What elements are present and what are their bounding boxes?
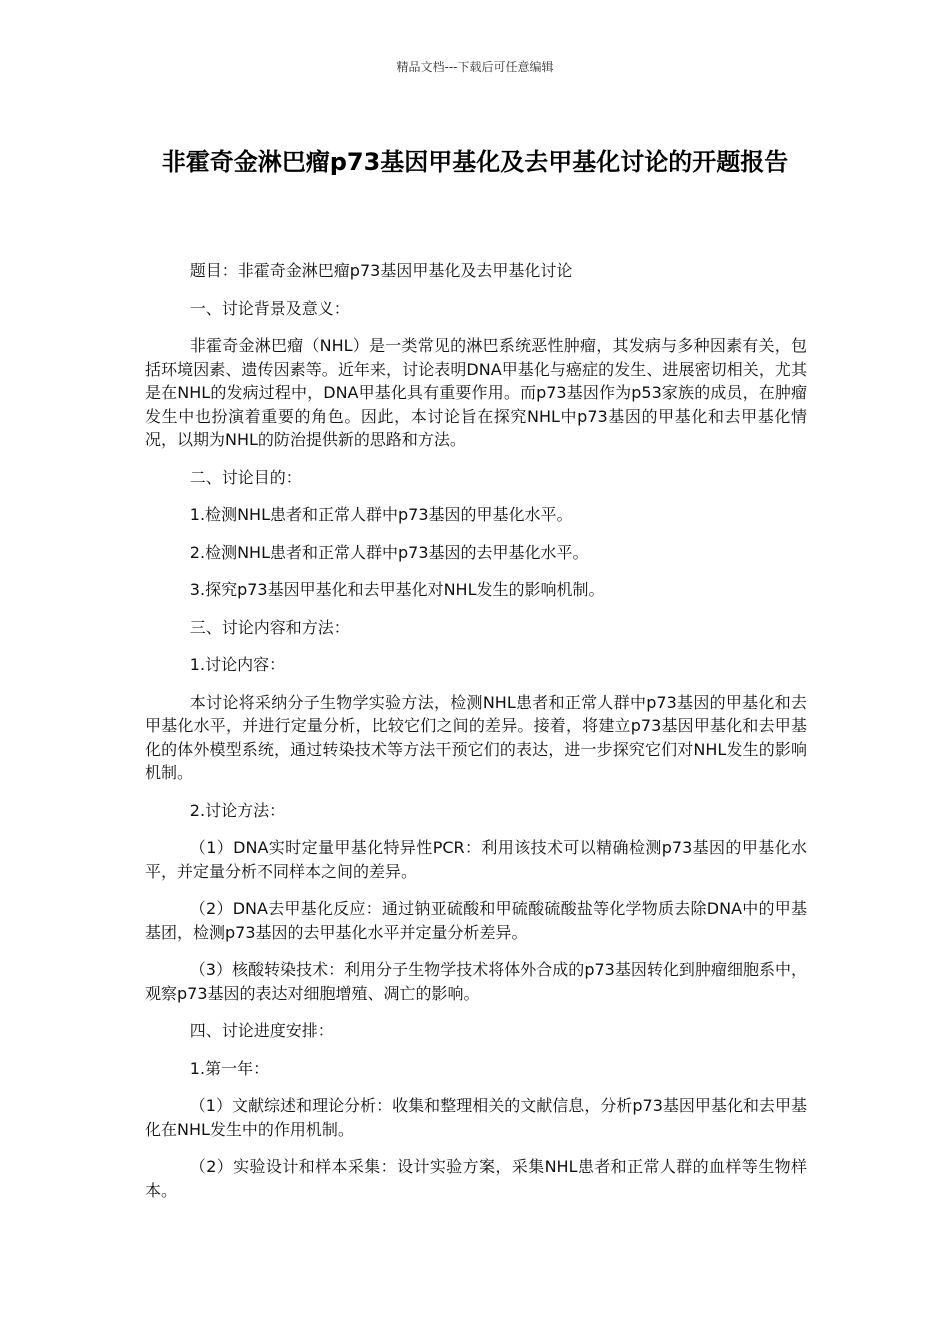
schedule-item-1: （1）文献综述和理论分析：收集和整理相关的文献信息，分析p73基因甲基化和去甲基化在NHL发生中的作用机制。 [145, 1096, 807, 1139]
paragraph-background: 非霍奇金淋巴瘤（NHL）是一类常见的淋巴系统恶性肿瘤，其发病与多种因素有关，包括环境因素、遗传因素等。近年来，讨论表明DNA甲基化与癌症的发生、进展密切相关，尤其是在NHL的发病过程中，DNA甲基化具有重要作用。而p73基因作为p53家族的成员，在肿瘤发生中也扮演着重要的角色。因此，本讨论旨在探究NHL中p73基因的甲基化和去甲基化情况，以期为NHL的防治提供新的思路和方法。 [145, 336, 807, 449]
heading-background: 一、讨论背景及意义： [189, 298, 350, 318]
purpose-item-1: 1.检测NHL患者和正常人群中p73基因的甲基化水平。 [189, 505, 573, 524]
document-title: 非霍奇金淋巴瘤p73基因甲基化及去甲基化讨论的开题报告 [161, 148, 789, 176]
method-item-3: （3）核酸转染技术：利用分子生物学技术将体外合成的p73基因转化到肿瘤细胞系中，观察p73基因的表达对细胞增殖、凋亡的影响。 [145, 960, 807, 1003]
heading-content-methods: 三、讨论内容和方法： [189, 617, 350, 637]
heading-schedule: 四、讨论进度安排： [189, 1021, 334, 1040]
paragraph-content: 本讨论将采纳分子生物学实验方法，检测NHL患者和正常人群中p73基因的甲基化和去甲基化水平，并进行定量分析，比较它们之间的差异。接着，将建立p73基因甲基化和去甲基化的体外模型系统，通过转染技术等方法干预它们的表达，进一步探究它们对NHL发生的影响机制。 [145, 692, 807, 782]
purpose-item-2: 2.检测NHL患者和正常人群中p73基因的去甲基化水平。 [189, 542, 589, 562]
paragraph-topic: 题目：非霍奇金淋巴瘤p73基因甲基化及去甲基化讨论 [189, 261, 573, 280]
purpose-item-3: 3.探究p73基因甲基化和去甲基化对NHL发生的影响机制。 [189, 580, 605, 599]
document-body [145, 259, 807, 1216]
header-watermark: 精品文档---下载后可任意编辑 [396, 60, 554, 74]
subheading-methods: 2.讨论方法： [189, 800, 286, 820]
schedule-item-2: （2）实验设计和样本采集：设计实验方案，采集NHL患者和正常人群的血样等生物样本。 [145, 1157, 807, 1200]
method-item-2: （2）DNA去甲基化反应：通过钠亚硫酸和甲硫酸硫酸盐等化学物质去除DNA中的甲基基团，检测p73基因的去甲基化水平并定量分析差异。 [145, 899, 807, 942]
heading-purpose: 二、讨论目的： [189, 467, 302, 487]
subheading-content: 1.讨论内容： [189, 655, 286, 674]
method-item-1: （1）DNA实时定量甲基化特异性PCR：利用该技术可以精确检测p73基因的甲基化水平，并定量分析不同样本之间的差异。 [145, 838, 807, 881]
subheading-year-one: 1.第一年： [189, 1058, 270, 1078]
